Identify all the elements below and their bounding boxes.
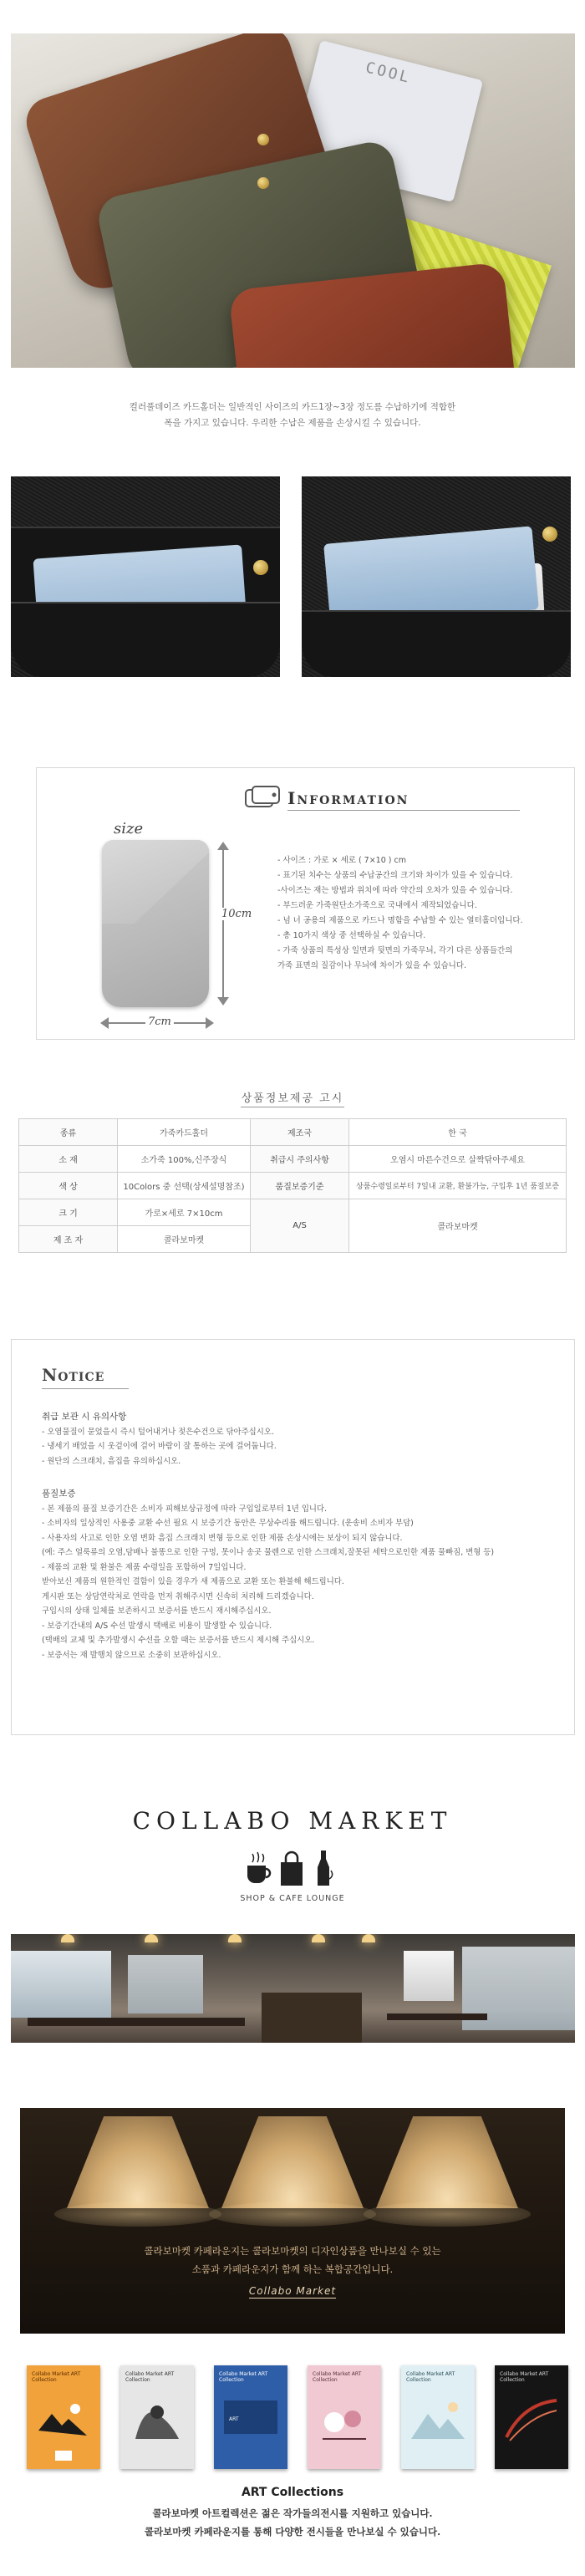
lamp-icon — [221, 2116, 364, 2208]
hero-stud-icon — [257, 177, 269, 189]
collabo-market-link[interactable]: Collabo Market — [248, 2285, 337, 2297]
intro-text — [0, 400, 585, 431]
art-book-cover[interactable] — [495, 2365, 568, 2469]
table-cell: 상품수령일로부터 7일내 교환, 환불가능, 구입후 1년 품질보증 — [349, 1173, 567, 1199]
information-list — [277, 853, 553, 974]
notice-warranty-heading: 품질보증 — [42, 1489, 76, 1499]
art-line: 콜라보마켓 아트컬렉션은 젊은 작가들의전시를 지원하고 있습니다. — [152, 2507, 433, 2519]
table-header-cell: 종류 — [19, 1119, 118, 1146]
information-item: 가죽 표면의 질감이나 무늬에 차이가 있을 수 있습니다. — [277, 961, 467, 970]
svg-text:ART: ART — [229, 2416, 239, 2422]
table-cell: 콜라보마켓 — [118, 1226, 251, 1253]
information-item: -사이즈는 재는 방법과 위치에 따라 약간의 오차가 있을 수 있습니다. — [277, 886, 513, 895]
book-title: Collabo Market ART Collection — [313, 2371, 362, 2383]
book-title: Collabo Market ART Collection — [32, 2371, 81, 2383]
notice-body — [42, 1405, 552, 1662]
table-cell: 콜라보마켓 — [349, 1199, 567, 1253]
notice-item: - 제품의 교환 및 환불은 제품 수령일을 포함하여 7일입니다. — [42, 1562, 247, 1572]
arrow-left-icon — [100, 1017, 109, 1029]
arrow-right-icon — [206, 1017, 214, 1029]
book-title: Collabo Market ART Collection — [406, 2371, 455, 2383]
information-item: - 총 10가지 색상 중 선택하실 수 있습니다. — [277, 931, 426, 940]
notice-item: - 소비자의 일상적인 사용중 교환 수선 필요 시 보증기간 동안은 무상수리를 해드립니다. (운송비 소비자 부담) — [42, 1519, 414, 1528]
table-cell: 소가죽 100%,신주장식 — [118, 1146, 251, 1173]
book-illustration — [501, 2397, 562, 2444]
collabo-market-logo-text: COLLABO MARKET — [132, 1807, 453, 1835]
book-illustration — [314, 2397, 374, 2444]
hero-stud-icon — [257, 134, 269, 145]
wallet-logo-icon — [244, 785, 281, 810]
art-book-cover[interactable] — [120, 2365, 194, 2469]
notice-item: - 본 제품의 품질 보증기간은 소비자 피해보상규정에 따라 구입일로부터 1년 입니다. — [42, 1504, 327, 1514]
shopping-bag-icon — [281, 1852, 303, 1886]
notice-item: - 사용자의 사고로 인한 오염 변화 흠집 스크래치 변형 등으로 인한 제품 손상시에는 보상이 되지 않습니다. — [42, 1533, 403, 1543]
notice-care-heading: 취급 보관 시 유의사항 — [42, 1412, 127, 1422]
art-collections-title: ART Collections — [241, 2486, 344, 2499]
information-item: - 사이즈 : 가로 × 세로 ( 7×10 ) cm — [277, 856, 406, 865]
notice-item: 받아보신 제품의 원한적인 결함이 있을 경우가 새 제품으로 교환 또는 환불해 해드립니다. — [42, 1577, 344, 1586]
book-illustration — [408, 2397, 468, 2444]
banner-text — [20, 2242, 565, 2278]
cafe-icons — [242, 1849, 343, 1887]
wine-bottle-icon — [318, 1851, 333, 1886]
lamp-icon — [376, 2116, 518, 2208]
art-book-cover[interactable] — [27, 2365, 100, 2469]
banner-line: 소품과 카페라운지가 함께 하는 복합공간입니다. — [191, 2263, 394, 2275]
table-header-cell: 제 조 자 — [19, 1226, 118, 1253]
hero-product-photo — [11, 33, 575, 368]
table-cell: 가죽카드홀더 — [118, 1119, 251, 1146]
height-label: 10cm — [221, 908, 252, 920]
information-item: - 가죽 상품의 특성상 일면과 뒷면의 가죽무늬, 각기 다른 상품들간의 — [277, 946, 513, 955]
height-dimension-line — [222, 848, 224, 999]
notice-item: (예: 주스 얼룩류의 오염,담배나 불똥으로 인한 구멍, 못이나 송곳 물렌으로 인한 스크래치,잘못된 세탁으로인한 제품 물빠짐, 변형 등) — [42, 1548, 495, 1557]
art-line: 콜라보마켓 카페라운지를 통해 다양한 전시들을 만나보실 수 있습니다. — [144, 2526, 441, 2538]
lamp-icon — [67, 2116, 209, 2208]
information-item: - 넘 너 공용의 제품으로 카드나 명함을 수납할 수 있는 열터홀더입니다. — [277, 916, 523, 925]
book-title: Collabo Market ART Collection — [219, 2371, 268, 2383]
coffee-cup-icon — [247, 1852, 270, 1883]
table-row — [19, 1199, 567, 1226]
table-row — [19, 1173, 567, 1199]
book-illustration — [221, 2397, 281, 2444]
spec-table — [18, 1118, 567, 1253]
notice-title: Notice — [42, 1365, 105, 1385]
table-header-cell: 크 기 — [19, 1199, 118, 1226]
table-header-cell: 제조국 — [251, 1119, 349, 1146]
art-book-cover[interactable] — [308, 2365, 381, 2469]
detail-photo-right — [302, 476, 571, 677]
spec-table-title: 상품정보제공 고시 — [241, 1092, 344, 1105]
art-book-cover[interactable] — [214, 2365, 287, 2469]
table-row — [19, 1146, 567, 1173]
table-header-cell: 품질보증기준 — [251, 1173, 349, 1199]
table-cell: 10Colors 중 선택(상세설명참조) — [118, 1173, 251, 1199]
table-row — [19, 1119, 567, 1146]
table-header-cell: 소 재 — [19, 1146, 118, 1173]
notice-item: (택배의 교체 및 추가발생시 수선을 오할 때는 보증서를 반드시 제시해 주십시오. — [42, 1636, 315, 1645]
art-book-cover[interactable] — [401, 2365, 475, 2469]
notice-item: 구입시의 상태 일체를 보존하시고 보증서를 반드시 재시해주십시오. — [42, 1606, 272, 1616]
notice-item: - 오염물질이 묻었을시 즉시 털어내거나 젖은수건으로 닦아주십시오. — [42, 1427, 274, 1437]
notice-item: - 냉세기 배었을 시 웃겉이에 걸어 바람이 잘 통하는 곳에 걸어둡니다. — [42, 1442, 277, 1451]
art-collection-books — [20, 2365, 565, 2472]
arrow-down-icon — [217, 997, 229, 1005]
table-cell: 한 국 — [349, 1119, 567, 1146]
arrow-up-icon — [217, 842, 229, 850]
notice-item: - 보증기간내의 A/S 수선 발생시 택배로 비용이 발생할 수 있습니다. — [42, 1621, 272, 1631]
information-item: - 부드러운 가죽원단소가죽으로 국내에서 제작되었습니다. — [277, 901, 477, 910]
notice-panel — [11, 1339, 575, 1735]
detail-stud-icon — [253, 560, 268, 575]
table-cell: 오염시 마른수건으로 살짝닦아주세요 — [349, 1146, 567, 1173]
table-header-cell: 취급시 주의사항 — [251, 1146, 349, 1173]
book-illustration — [33, 2397, 94, 2444]
hero-card-text: COOL — [364, 59, 414, 88]
information-panel — [36, 767, 575, 1040]
notice-item: - 보증서는 재 발행치 않으므로 소중히 보관하십시오. — [42, 1650, 221, 1660]
art-collections-description — [0, 2504, 585, 2541]
book-title: Collabo Market ART Collection — [500, 2371, 549, 2383]
table-header-cell: 색 상 — [19, 1173, 118, 1199]
size-label: size — [114, 820, 144, 837]
notice-item: - 원단의 스크래치, 흠집을 유의하십시오. — [42, 1456, 181, 1466]
book-title: Collabo Market ART Collection — [125, 2371, 175, 2383]
table-header-cell: A/S — [251, 1199, 349, 1253]
cafe-lounge-banner — [20, 2108, 565, 2334]
information-title: Information — [287, 788, 410, 808]
information-item: - 표기된 치수는 상품의 수납공간의 크기와 차이가 있을 수 있습니다. — [277, 871, 513, 880]
book-illustration — [127, 2397, 187, 2444]
banner-line: 콜라보마켓 카페라운지는 콜라보마켓의 디자인상품을 만나보실 수 있는 — [144, 2245, 441, 2257]
notice-item: 게시판 또는 상담연락처로 연락을 먼저 취해주시면 신속히 처리해 드리겠습니다. — [42, 1591, 314, 1601]
table-cell: 가로×세로 7×10cm — [118, 1199, 251, 1226]
detail-photo-left — [11, 476, 280, 677]
width-label: 7cm — [145, 1016, 174, 1028]
cafe-lounge-photo — [11, 1934, 575, 2043]
detail-stud-icon — [542, 527, 557, 542]
collabo-market-subtitle: SHOP & CAFE LOUNGE — [240, 1894, 345, 1903]
intro-line: 컬러풀데이즈 카드홀더는 일반적인 사이즈의 카드1장~3장 정도를 수납하기에 적합한 — [129, 402, 456, 412]
intro-line: 폭을 가지고 있습니다. 우리한 수납은 제품을 손상시킬 수 있습니다. — [164, 418, 421, 428]
